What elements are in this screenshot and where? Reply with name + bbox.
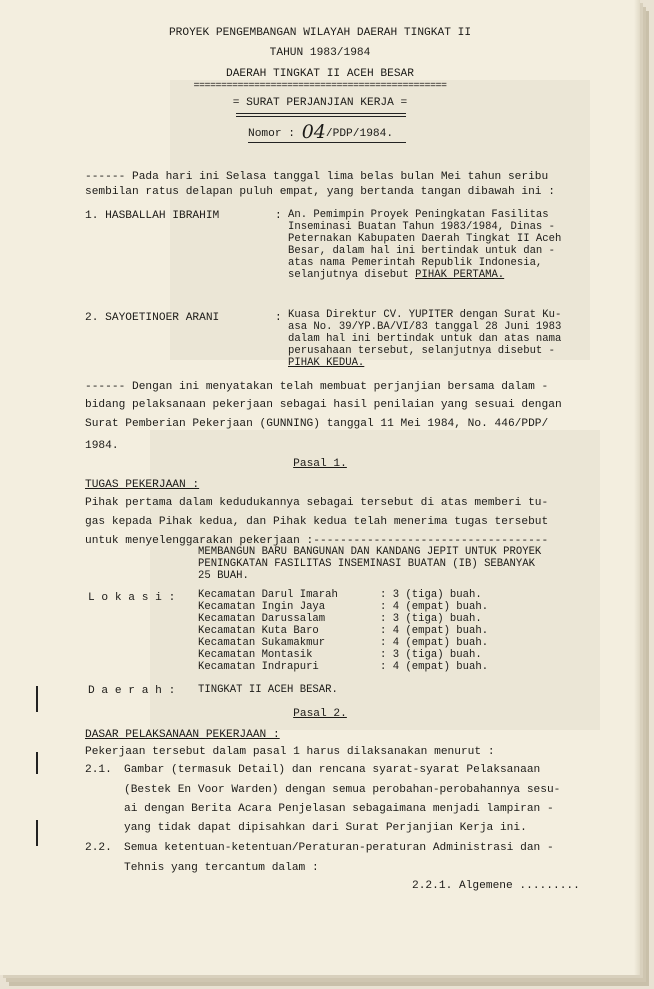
party1-line: An. Pemimpin Proyek Peningkatan Fasilitas — [288, 209, 549, 221]
party1-line: atas nama Pemerintah Republik Indonesia, — [288, 257, 543, 269]
pasal1-text-line: untuk menyelenggarakan pekerjaan :----------------------------------- — [85, 535, 549, 547]
party1-name: 1. HASBALLAH IBRAHIM — [85, 210, 220, 222]
document-title: = SURAT PERJANJIAN KERJA = — [232, 97, 408, 109]
agreement-line: Surat Pemberian Pekerjaan (GUNNING) tanggal 11 Mei 1984, No. 446/PDP/ — [85, 418, 549, 430]
party2-line: perusahaan tersebut, selanjutnya disebut - — [288, 345, 556, 357]
kecamatan-name: Kecamatan Montasik — [198, 649, 313, 661]
pasal2-intro: Pekerjaan tersebut dalam pasal 1 harus dilaksanakan menurut : — [85, 746, 495, 758]
pasal1-heading: TUGAS PEKERJAAN : — [85, 479, 200, 491]
kecamatan-name: Kecamatan Darussalam — [198, 613, 326, 625]
agreement-line: bidang pelaksanaan pekerjaan sebagai hasil penilaian yang sesuai dengan — [85, 399, 562, 411]
pasal1-text-line: gas kepada Pihak kedua, dan Pihak kedua telah menerima tugas tersebut — [85, 516, 549, 528]
kecamatan-count: : 3 (tiga) buah. — [380, 649, 482, 661]
item-2-2-line: Semua ketentuan-ketentuan/Peraturan-peraturan Administrasi dan - — [124, 842, 554, 854]
party2-line: dalam hal ini bertindak untuk dan atas nama — [288, 333, 562, 345]
item-2-1-number: 2.1. — [85, 764, 112, 776]
agreement-line: ------ Dengan ini menyatakan telah membuat perjanjian bersama dalam - — [85, 381, 549, 393]
pasal2-title: Pasal 2. — [293, 708, 347, 720]
binding-mark — [36, 686, 38, 712]
item-2-1-line: (Bestek En Voor Warden) dengan semua perobahan-perobahannya sesu- — [124, 784, 561, 796]
item-2-2-line: Tehnis yang tercantum dalam : — [124, 862, 319, 874]
party1-line: Besar, dalam hal ini bertindak untuk dan - — [288, 245, 556, 257]
kecamatan-count: : 3 (tiga) buah. — [380, 613, 482, 625]
work-description-line: 25 BUAH. — [198, 570, 249, 582]
intro-line-1: ------ Pada hari ini Selasa tanggal lima belas bulan Mei tahun seribu — [85, 171, 549, 183]
header-separator: ============================================== — [193, 81, 447, 92]
pasal2-heading: DASAR PELAKSANAAN PEKERJAAN : — [85, 729, 280, 741]
item-2-1-line: ai dengan Berita Acara Penjelasan sebagaimana menjadi lampiran - — [124, 803, 554, 815]
party2-colon: : — [275, 312, 282, 324]
kecamatan-count: : 3 (tiga) buah. — [380, 589, 482, 601]
kecamatan-name: Kecamatan Ingin Jaya — [198, 601, 326, 613]
nomor-line — [248, 121, 394, 143]
item-2-1-line: Gambar (termasuk Detail) dan rencana syarat-syarat Pelaksanaan — [124, 764, 541, 776]
pihak-kedua-label: PIHAK KEDUA. — [288, 357, 365, 369]
work-description-line: MEMBANGUN BARU BANGUNAN DAN KANDANG JEPIT UNTUK PROYEK — [198, 546, 542, 558]
daerah-value: TINGKAT II ACEH BESAR. — [198, 684, 338, 696]
item-2-2-number: 2.2. — [85, 842, 112, 854]
pasal1-text-line: Pihak pertama dalam kedudukannya sebagai tersebut di atas memberi tu- — [85, 497, 549, 509]
kecamatan-name: Kecamatan Sukamakmur — [198, 637, 326, 649]
party2-line: asa No. 39/YP.BA/VI/83 tanggal 28 Juni 1983 — [288, 321, 562, 333]
item-2-1-line: yang tidak dapat dipisahkan dari Surat Perjanjian Kerja ini. — [124, 822, 527, 834]
item-2-2-1-sub: 2.2.1. Algemene ......... — [412, 880, 580, 892]
binding-mark — [36, 820, 38, 846]
nomor-underline — [248, 142, 406, 143]
pihak-pertama-label: PIHAK PERTAMA. — [415, 269, 505, 281]
lokasi-label: L o k a s i : — [88, 592, 176, 604]
kecamatan-count: : 4 (empat) buah. — [380, 661, 489, 673]
nomor-suffix: /PDP/1984. — [325, 128, 394, 140]
party1-colon: : — [275, 210, 282, 222]
nomor-handwritten: 04 — [301, 121, 326, 143]
kecamatan-count: : 4 (empat) buah. — [380, 625, 489, 637]
pasal1-title: Pasal 1. — [293, 458, 347, 470]
intro-line-2: sembilan ratus delapan puluh empat, yang bertanda tangan dibawah ini : — [85, 186, 555, 198]
party1-last-prefix: selanjutnya disebut — [288, 269, 416, 281]
party1-line: Inseminasi Buatan Tahun 1983/1984, Dinas - — [288, 221, 556, 233]
party1-line: Peternakan Kabupaten Daerah Tingkat II Aceh — [288, 233, 562, 245]
header-line-2: TAHUN 1983/1984 — [269, 47, 371, 59]
nomor-label: Nomor : — [248, 128, 295, 140]
header-line-3: DAERAH TINGKAT II ACEH BESAR — [226, 68, 414, 80]
kecamatan-count: : 4 (empat) buah. — [380, 601, 489, 613]
binding-mark — [36, 752, 38, 774]
party1-last-line — [288, 270, 504, 281]
kecamatan-count: : 4 (empat) buah. — [380, 637, 489, 649]
kecamatan-name: Kecamatan Darul Imarah — [198, 589, 338, 601]
title-underline — [236, 113, 406, 117]
party2-line: Kuasa Direktur CV. YUPITER dengan Surat Ku- — [288, 309, 562, 321]
work-description-line: PENINGKATAN FASILITAS INSEMINASI BUATAN (IB) SEBANYAK — [198, 558, 535, 570]
kecamatan-name: Kecamatan Kuta Baro — [198, 625, 319, 637]
agreement-line: 1984. — [85, 440, 119, 452]
kecamatan-name: Kecamatan Indrapuri — [198, 661, 319, 673]
party2-name: 2. SAYOETINOER ARANI — [85, 312, 220, 324]
header-line-1: PROYEK PENGEMBANGAN WILAYAH DAERAH TINGKAT II — [168, 27, 472, 39]
daerah-label: D a e r a h : — [88, 685, 176, 697]
